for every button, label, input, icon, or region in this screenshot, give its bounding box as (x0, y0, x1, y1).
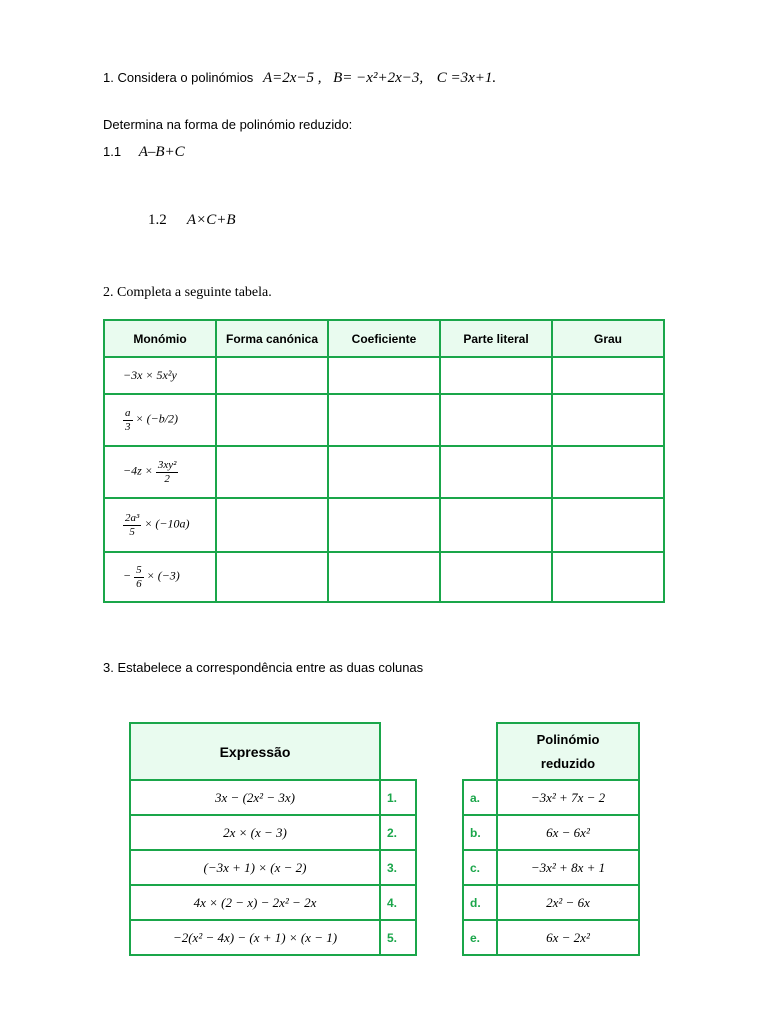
monomial-expr: × (−b/2) (135, 411, 179, 426)
table-row (463, 850, 639, 885)
monomial-expr: −4z × (123, 463, 153, 478)
expression-table (129, 722, 417, 956)
q1-item-1-expr: A–B+C (138, 144, 185, 160)
fraction-num: 3xy² (157, 459, 177, 472)
table-row (463, 920, 639, 955)
fraction-den: 6 (136, 577, 142, 590)
answer-cell[interactable] (552, 394, 664, 446)
polynomial-letter: d. (463, 885, 497, 920)
fraction-num: a (125, 407, 131, 420)
q1-item-2-num: 1.2 (148, 212, 167, 228)
answer-cell[interactable] (216, 446, 328, 498)
answer-cell[interactable] (552, 552, 664, 602)
table-row (104, 498, 664, 552)
table-row (130, 850, 416, 885)
expression-cell: (−3x + 1) × (x − 2) (130, 850, 380, 885)
header-line-1: Polinómio (536, 731, 600, 747)
monomial-cell (104, 498, 216, 552)
expression-cell: 2x × (x − 3) (130, 815, 380, 850)
fraction (156, 459, 179, 484)
monomial-cell (104, 357, 216, 394)
q3-title: 3. Estabelece a correspondência entre as duas colunas (103, 660, 424, 675)
table-row (104, 357, 664, 394)
polynomial-table (462, 722, 640, 956)
answer-cell[interactable] (552, 498, 664, 552)
col-monomio: Monómio (104, 320, 216, 357)
fraction-num: 5 (136, 564, 142, 577)
answer-cell[interactable] (440, 498, 552, 552)
q1-item-1-num: 1.1 (103, 144, 122, 159)
polynomial-cell: 6x − 6x² (497, 815, 639, 850)
polynomial-letter: e. (463, 920, 497, 955)
expression-number: 5. (380, 920, 416, 955)
answer-cell[interactable] (440, 446, 552, 498)
monomial-expr: −3x × 5x²y (123, 368, 177, 382)
table-row (104, 446, 664, 498)
poly-b: B= −x²+2x−3, (333, 70, 424, 86)
fraction (123, 407, 133, 432)
expression-number: 4. (380, 885, 416, 920)
table-row (130, 885, 416, 920)
answer-cell[interactable] (440, 357, 552, 394)
polinomio-reduzido-header (497, 723, 639, 780)
monomial-cell (104, 394, 216, 446)
answer-cell[interactable] (440, 552, 552, 602)
answer-cell[interactable] (552, 357, 664, 394)
table-row (463, 815, 639, 850)
monomial-expr: − (123, 568, 132, 583)
blank-cell (380, 723, 416, 780)
col-grau: Grau (552, 320, 664, 357)
fraction (123, 512, 141, 537)
fraction-den: 3 (125, 420, 131, 433)
polynomial-cell: 2x² − 6x (497, 885, 639, 920)
answer-cell[interactable] (216, 552, 328, 602)
q1-statement (103, 70, 496, 87)
polynomial-cell: −3x² + 7x − 2 (497, 780, 639, 815)
blank-cell (463, 723, 497, 780)
q2-title: 2. Completa a seguinte tabela. (103, 285, 272, 300)
answer-cell[interactable] (440, 394, 552, 446)
table-row (104, 394, 664, 446)
table-row (463, 780, 639, 815)
q1-prefix: 1. Considera o polinómios (103, 70, 254, 85)
q1-item-1 (103, 144, 185, 161)
answer-cell[interactable] (552, 446, 664, 498)
fraction-den: 2 (164, 472, 170, 485)
answer-cell[interactable] (328, 394, 440, 446)
answer-cell[interactable] (328, 357, 440, 394)
q1-item-2 (148, 211, 236, 229)
polynomial-cell: 6x − 2x² (497, 920, 639, 955)
monomial-cell (104, 552, 216, 602)
table-row (130, 815, 416, 850)
poly-a: A=2x−5 , (262, 70, 322, 86)
expression-cell: −2(x² − 4x) − (x + 1) × (x − 1) (130, 920, 380, 955)
answer-cell[interactable] (216, 357, 328, 394)
expressao-header: Expressão (130, 723, 380, 780)
answer-cell[interactable] (216, 498, 328, 552)
q1-instruction: Determina na forma de polinómio reduzido: (103, 117, 353, 132)
table-row (130, 920, 416, 955)
table-row (463, 885, 639, 920)
header-line-2: reduzido (540, 755, 596, 771)
q1-item-2-expr: A×C+B (186, 212, 236, 228)
expression-number: 1. (380, 780, 416, 815)
table-row (104, 552, 664, 602)
polynomial-letter: a. (463, 780, 497, 815)
polynomial-letter: b. (463, 815, 497, 850)
col-coeficiente: Coeficiente (328, 320, 440, 357)
fraction-den: 5 (129, 525, 135, 538)
poly-c: C =3x+1. (436, 70, 497, 86)
polynomial-letter: c. (463, 850, 497, 885)
fraction-num: 2a³ (125, 512, 140, 525)
monomial-expr: × (−3) (146, 568, 180, 583)
monomial-table (103, 319, 665, 603)
col-forma-canonica: Forma canónica (216, 320, 328, 357)
answer-cell[interactable] (328, 498, 440, 552)
monomial-expr: × (−10a) (144, 516, 190, 531)
answer-cell[interactable] (328, 552, 440, 602)
monomial-cell (104, 446, 216, 498)
polynomial-cell: −3x² + 8x + 1 (497, 850, 639, 885)
expression-cell: 3x − (2x² − 3x) (130, 780, 380, 815)
fraction (134, 564, 144, 589)
expression-number: 3. (380, 850, 416, 885)
expression-number: 2. (380, 815, 416, 850)
expression-cell: 4x × (2 − x) − 2x² − 2x (130, 885, 380, 920)
table-header-row (104, 320, 664, 357)
answer-cell[interactable] (328, 446, 440, 498)
table-header-row (463, 723, 639, 780)
table-row (130, 780, 416, 815)
table-header-row (130, 723, 416, 780)
answer-cell[interactable] (216, 394, 328, 446)
col-parte-literal: Parte literal (440, 320, 552, 357)
